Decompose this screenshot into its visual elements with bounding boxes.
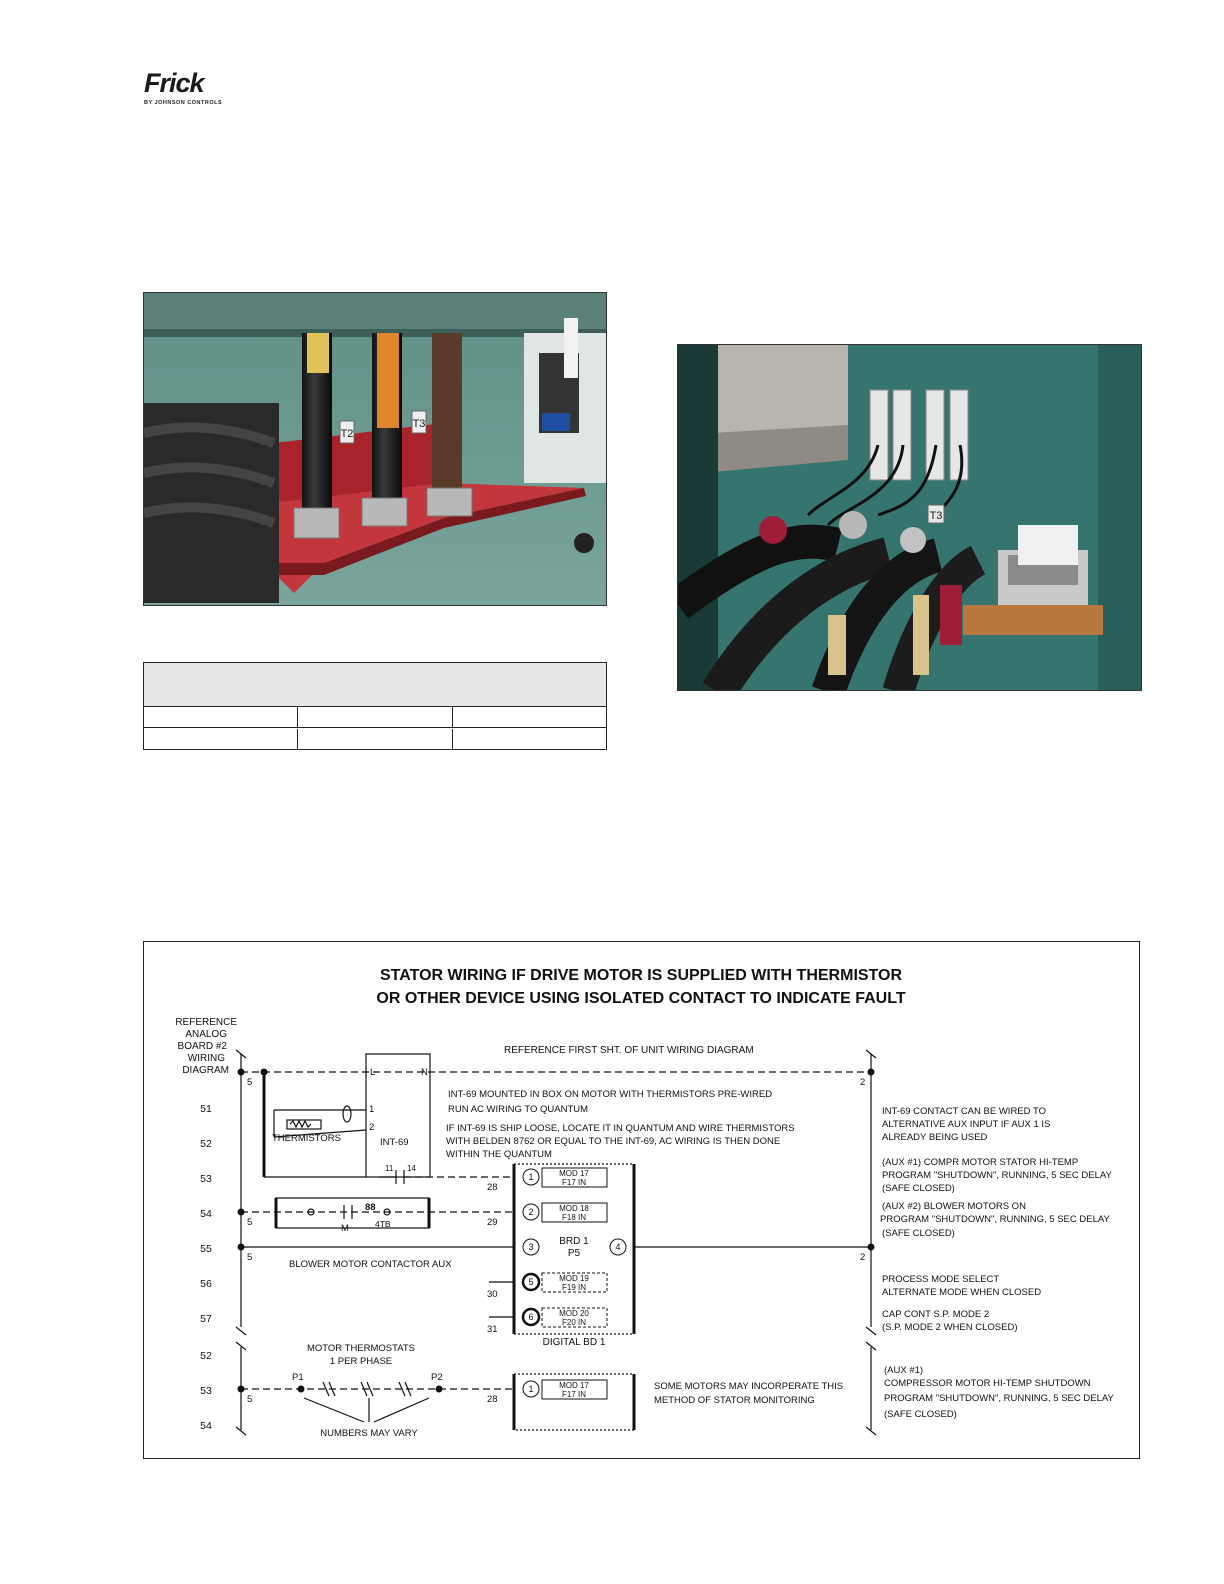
mod-label: MOD 17 [559, 1381, 589, 1390]
wiring-schematic [144, 942, 1141, 1460]
terminal-tag-t2: T2 [340, 428, 354, 440]
board-terminal-num: 1 [528, 1172, 534, 1182]
note-process: PROCESS MODE SELECT [882, 1274, 1000, 1285]
note-aux1-lower: PROGRAM "SHUTDOWN", RUNNING, 5 SEC DELAY [884, 1393, 1114, 1404]
wire-label-2: 2 [860, 1252, 866, 1263]
photo-enclosure-wiring-image [678, 345, 1142, 691]
line-number: 52 [200, 1138, 212, 1150]
thermostat-p1: P1 [292, 1372, 304, 1383]
note-aux1: PROGRAM "SHUTDOWN", RUNNING, 5 SEC DELAY [882, 1170, 1112, 1181]
ref-analog-line: WIRING [187, 1053, 225, 1064]
diagram-title-line2: OR OTHER DEVICE USING ISOLATED CONTACT TO INDICATE FAULT [376, 990, 906, 1007]
note-ship-loose: WITHIN THE QUANTUM [446, 1149, 552, 1160]
table-cell [144, 729, 298, 750]
note-process: ALTERNATE MODE WHEN CLOSED [882, 1287, 1042, 1298]
wire-label-5: 5 [247, 1217, 253, 1228]
board-footer: DIGITAL BD 1 [542, 1337, 606, 1348]
note-aux2: (AUX #2) BLOWER MOTORS ON [882, 1201, 1026, 1212]
mod-label: F20 IN [561, 1318, 587, 1327]
diagram-title-line1: STATOR WIRING IF DRIVE MOTOR IS SUPPLIED WITH THERMISTOR [379, 967, 903, 984]
mod-label: MOD 17 [559, 1169, 589, 1178]
table-cell [453, 707, 606, 727]
board-label: BRD 1 [559, 1236, 589, 1247]
frick-logo [144, 68, 234, 110]
board-terminal-num: 3 [528, 1242, 534, 1252]
line-number: 52 [200, 1350, 212, 1362]
contactor-number: 88 [365, 1202, 376, 1213]
table-cell [298, 707, 452, 727]
line-number: 51 [200, 1103, 212, 1115]
wire-label-5: 5 [247, 1077, 253, 1088]
note-aux1-lower: (SAFE CLOSED) [884, 1409, 957, 1420]
wire-number: 30 [487, 1289, 498, 1300]
note-int69-contact: INT-69 CONTACT CAN BE WIRED TO [882, 1106, 1046, 1117]
int69-pin-2: 2 [369, 1122, 375, 1133]
contactor-m: M [341, 1223, 349, 1234]
mod-label: MOD 20 [559, 1309, 589, 1318]
mod-label: F17 IN [561, 1178, 587, 1187]
terminal-tag-t3: T3 [412, 418, 426, 430]
board-terminal-num: 1 [528, 1384, 534, 1394]
note-mounted: INT-69 MOUNTED IN BOX ON MOTOR WITH THERMISTORS PRE-WIRED [448, 1089, 773, 1100]
wire-number: 29 [487, 1217, 498, 1228]
blower-aux-label: BLOWER MOTOR CONTACTOR AUX [289, 1259, 452, 1270]
thermostats-label: MOTOR THERMOSTATS [306, 1343, 416, 1354]
wire-number: 31 [487, 1324, 498, 1335]
note-int69-contact: ALREADY BEING USED [882, 1132, 988, 1143]
table-cell [298, 729, 452, 750]
int69-pin-1: 1 [369, 1104, 375, 1115]
logo-wordmark: Frick [144, 68, 204, 98]
contactor-tb: 4TB [375, 1219, 391, 1229]
int69-pin-14: 14 [407, 1164, 416, 1173]
board-label: P5 [567, 1248, 581, 1259]
line-number: 54 [200, 1420, 212, 1432]
note-int69-contact: ALTERNATIVE AUX INPUT IF AUX 1 IS [882, 1119, 1051, 1130]
line-number: 53 [200, 1385, 212, 1397]
line-number: 57 [200, 1313, 212, 1325]
table-cell [453, 729, 606, 750]
note-aux1-lower: (AUX #1) [884, 1365, 924, 1376]
ref-analog-line: ANALOG [185, 1029, 227, 1040]
ref-analog-line: REFERENCE [175, 1017, 237, 1028]
wire-label-2: 2 [860, 1077, 866, 1088]
photo-motor-terminals [143, 292, 607, 606]
line-number: 54 [200, 1208, 212, 1220]
board-terminal-num: 4 [615, 1242, 621, 1252]
note-some-motors: METHOD OF STATOR MONITORING [654, 1395, 815, 1406]
thermostat-p2: P2 [431, 1372, 443, 1383]
note-mounted: RUN AC WIRING TO QUANTUM [448, 1104, 589, 1115]
note-aux1: (AUX #1) COMPR MOTOR STATOR HI-TEMP [882, 1157, 1079, 1168]
int69-pin-l: L [370, 1067, 376, 1078]
numbers-vary-label: NUMBERS MAY VARY [320, 1428, 418, 1439]
board-terminal-num: 2 [528, 1207, 534, 1217]
int69-label: INT-69 [380, 1137, 409, 1148]
line-number: 53 [200, 1173, 212, 1185]
wire-number: 28 [487, 1394, 498, 1405]
line-number: 55 [200, 1243, 212, 1255]
enclosure-tag-t3: T3 [929, 510, 943, 522]
note-aux2: PROGRAM "SHUTDOWN", RUNNING, 5 SEC DELAY [880, 1214, 1110, 1225]
mod-label: F18 IN [561, 1213, 587, 1222]
note-aux1: (SAFE CLOSED) [882, 1183, 955, 1194]
ref-first-sheet: REFERENCE FIRST SHT. OF UNIT WIRING DIAGRAM [504, 1045, 754, 1056]
board-terminal-num: 5 [528, 1277, 534, 1287]
board-terminal-num: 6 [528, 1312, 534, 1322]
wire-number: 28 [487, 1182, 498, 1193]
line-number: 56 [200, 1278, 212, 1290]
data-table [143, 662, 607, 750]
note-aux1-lower: COMPRESSOR MOTOR HI-TEMP SHUTDOWN [884, 1378, 1091, 1389]
wire-label-5: 5 [247, 1394, 253, 1405]
mod-label: MOD 18 [559, 1204, 589, 1213]
note-some-motors: SOME MOTORS MAY INCORPERATE THIS [654, 1381, 844, 1392]
logo-subtitle: BY JOHNSON CONTROLS [144, 100, 223, 106]
photo-motor-terminals-image [144, 293, 607, 606]
table-row [144, 729, 606, 750]
note-capcont: CAP CONT S.P. MODE 2 [882, 1309, 990, 1320]
int69-pin-11: 11 [385, 1164, 394, 1173]
note-ship-loose: IF INT-69 IS SHIP LOOSE, LOCATE IT IN QUANTUM AND WIRE THERMISTORS [446, 1123, 795, 1134]
note-aux2: (SAFE CLOSED) [882, 1228, 955, 1239]
int69-pin-n: N [421, 1067, 428, 1078]
thermostats-label: 1 PER PHASE [329, 1356, 393, 1367]
table-row [144, 707, 606, 728]
mod-label: MOD 19 [559, 1274, 589, 1283]
ref-analog-line: BOARD #2 [177, 1041, 227, 1052]
note-ship-loose: WITH BELDEN 8762 OR EQUAL TO THE INT-69, AC WIRING IS THEN DONE [446, 1136, 781, 1147]
photo-enclosure-wiring [677, 344, 1142, 691]
note-capcont: (S.P. MODE 2 WHEN CLOSED) [882, 1322, 1018, 1333]
mod-label: F19 IN [561, 1283, 587, 1292]
mod-label: F17 IN [561, 1390, 587, 1399]
stator-wiring-diagram [143, 941, 1140, 1459]
thermistors-label: THERMISTORS [272, 1133, 341, 1144]
table-cell [144, 707, 298, 727]
wire-label-5: 5 [247, 1252, 253, 1263]
ref-analog-line: DIAGRAM [182, 1065, 229, 1076]
table-header [144, 663, 606, 707]
